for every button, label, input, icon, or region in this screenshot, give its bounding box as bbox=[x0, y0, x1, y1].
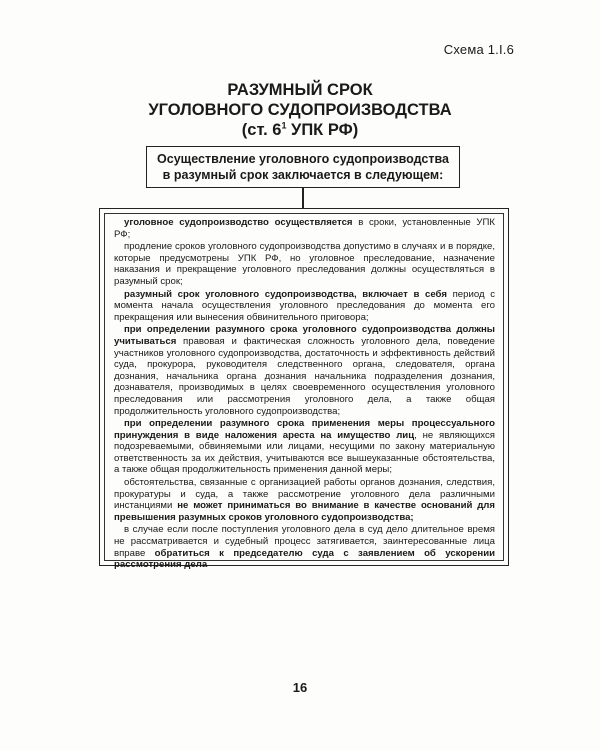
paragraph-1-text: в сроки, установленные УПК РФ; bbox=[114, 217, 495, 240]
title-line-3-start: (ст. 6 bbox=[241, 121, 282, 139]
paragraph-5 bbox=[114, 418, 495, 476]
title-line-3 bbox=[0, 120, 600, 140]
paragraph-7-bold: обратиться к председателю суда с заявлением об ускорении рассмотрения дела bbox=[114, 547, 495, 571]
paragraph-4-text: правовая и фактическая сложность уголовного дела, поведение участников уголовного судопроизводства, достаточность и эффективность действий суда, прокурора, руководителя следственного органа, следователя, органа дознания, начальника органа дознания начальника подразделения дознания, дознавателя, производимых в целях своевременного осуществления уголовного преследования или рассмотрения уголовного дела, а также общая продолжительность уголовного судопроизводства; bbox=[114, 335, 495, 417]
paragraph-3 bbox=[114, 289, 495, 324]
header-box bbox=[146, 146, 460, 188]
paragraph-1-bold: уголовное судопроизводство осуществляется bbox=[124, 217, 353, 228]
paragraph-5-text: , не являющихся подозреваемыми, обвиняемыми или лицами, несущими по закону материальную ответственность за их действия, учитываются все вышеуказанные обстоятельства, а также общая продолжительность применения данной меры; bbox=[114, 429, 495, 476]
title-superscript: 1 bbox=[281, 120, 287, 131]
title-line-1: РАЗУМНЫЙ СРОК bbox=[227, 81, 373, 99]
paragraph-6-text: обстоятельства, связанные с организацией работы органов дознания, следствия, прокуратуры и суда, а также рассмотрение уголовного дела различными инстанциями bbox=[114, 477, 495, 512]
paragraph-6-bold: не может приниматься во внимание в качестве оснований для превышения разумных сроков уголовного судопроизводства; bbox=[114, 500, 496, 523]
paragraph-2-text: продление сроков уголовного судопроизводства допустимо в случаях и в порядке, которые предусмотрены УПК РФ, но уголовное преследование, назначение наказания и прекращение уголовного преследования должны осуществляться в разумный срок; bbox=[114, 241, 495, 287]
page-number: 16 bbox=[292, 680, 308, 695]
paragraph-5-bold: при определении разумного срока применения меры процессуального принуждения в виде наложения ареста на имущество лиц bbox=[114, 418, 495, 441]
content-box bbox=[99, 208, 509, 571]
connector-line bbox=[302, 188, 304, 208]
paragraph-7 bbox=[114, 524, 495, 570]
paragraph-3-text: период с момента начала осуществления уголовного преследования до момента его прекращения или вынесения обвинительного приговора; bbox=[114, 288, 495, 323]
page-title bbox=[0, 80, 600, 140]
paragraph-6 bbox=[114, 477, 495, 523]
header-box-line-2: в разумный срок заключается в следующем: bbox=[162, 168, 444, 182]
paragraph-4-bold: при определении разумного срока уголовного судопроизводства должны учитываться bbox=[114, 324, 495, 347]
paragraph-1 bbox=[114, 217, 495, 240]
header-box-line-1: Осуществление уголовного судопроизводства bbox=[157, 152, 449, 166]
title-line-3-end: УПК РФ) bbox=[286, 121, 359, 139]
content-inner-box bbox=[104, 213, 504, 571]
title-line-2: УГОЛОВНОГО СУДОПРОИЗВОДСТВА bbox=[148, 101, 452, 119]
paragraph-3-bold: разумный срок уголовного судопроизводства, включает в себя bbox=[124, 288, 447, 300]
paragraph-2 bbox=[114, 241, 495, 287]
paragraph-4 bbox=[114, 324, 495, 417]
paragraph-7-text: в случае если после поступления уголовного дела в суд дело длительное время не рассматривается и судебный процесс затягивается, заинтересованные лица вправе bbox=[114, 524, 495, 559]
scheme-label: Схема 1.I.6 bbox=[443, 42, 514, 57]
